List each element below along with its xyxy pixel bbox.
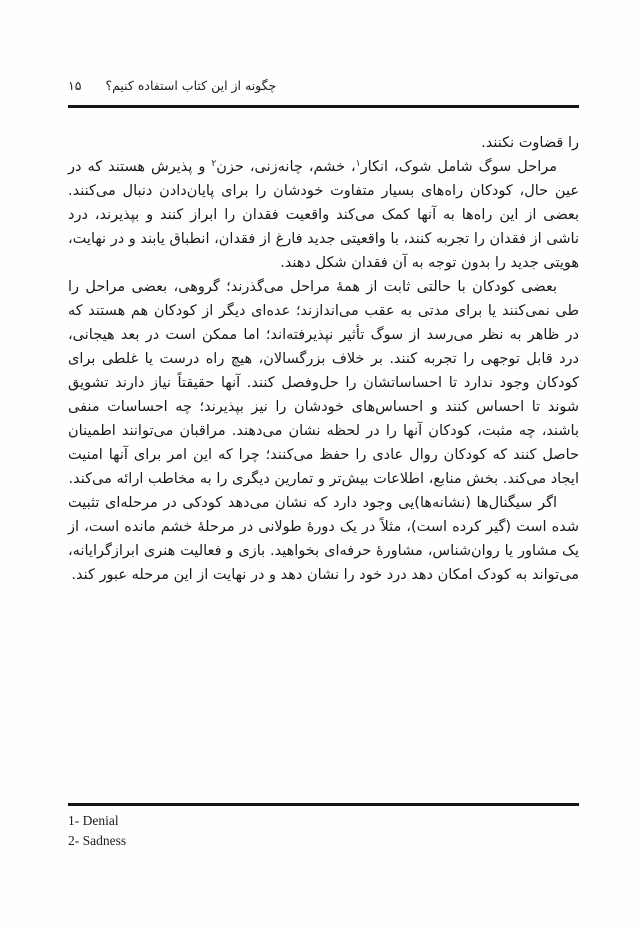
page-header: [68, 78, 579, 93]
footnote-section: [68, 803, 579, 851]
text-run: را قضاوت نکنند.: [481, 135, 579, 151]
paragraph: [68, 275, 579, 491]
footnote-marker: ۲: [211, 159, 217, 169]
paragraph: [68, 155, 579, 275]
text-run: و پذیرش هستند که در عین حال، کودکان راه‌های بسیار متفاوت خودشان را برای پایان‌دادن دنبال می‌کنند. بعضی از این راه‌ها به آنها کمک می‌کند واقعیت فقدان را ابراز کنند و بپذیرند، درد ناشی از فقدان را تجربه کنند، با واقعیتی جدید فارغ از فقدان، انطباق یابند و در نهایت، هویتی جدید را بدون توجه به آن فقدان شکل دهند.: [68, 159, 579, 271]
body-text: [68, 131, 579, 587]
paragraph: [68, 131, 579, 155]
paragraph: [68, 491, 579, 587]
header-rule: [68, 105, 579, 108]
running-title: چگونه از این کتاب استفاده کنیم؟: [105, 78, 277, 93]
footnote: 1- Denial: [68, 813, 119, 828]
text-run: اگر سیگنال‌ها (نشانه‌ها)یی وجود دارد که نشان می‌دهد کودکی در مرحله‌ای تثبیت شده است (گیر کرده است)، مثلاً در یک دورۀ طولانی در مرحلۀ خشم مانده است، از یک مشاور یا روان‌شناس، مشاورۀ حرفه‌ای بخواهید. بازی و فعالیت هنری ابرازگرایانه، می‌تواند به کودک امکان دهد درد خود را نشان دهد و در نهایت از این مرحله عبور کند.: [68, 495, 579, 583]
text-run: ، خشم، چانه‌زنی، حزن: [216, 159, 356, 175]
text-run: بعضی کودکان با حالتی ثابت از همۀ مراحل می‌گذرند؛ گروهی، بعضی مراحل را طی نمی‌کنند یا برای مدتی به عقب می‌اندازند؛ عده‌ای دیگر از کودکان هم هستند که در ظاهر به نظر می‌رسد از سوگ تأثیر نپذیرفته‌اند؛ اما ممکن است در بعد هیجانی، درد قابل توجهی را تجربه کنند. بر خلاف بزرگسالان، هیچ راه درست یا غلطی برای کودکان وجود ندارد تا احساساتشان را حل‌وفصل کنند. آنها حقیقتاً نیاز دارند تشویق شوند تا احساس کنند و احساس‌های خودشان را نیز بپذیرند؛ چه احساسات منفی باشند، چه مثبت، کودکان آنها را در لحظه نشان می‌دهند. مراقبان می‌توانند اطمینان حاصل کنند که کودکان روال عادی را حفظ می‌کنند؛ چرا که این امر برای آنها امنیت ایجاد می‌کند. بخش منابع، اطلاعات بیش‌تر و تمارین دیگری را به مخاطب ارائه می‌کند.: [68, 279, 579, 487]
footnote-marker: ۱: [355, 159, 361, 169]
footnote-rule: [68, 803, 579, 806]
page-number: ۱۵: [68, 78, 82, 93]
footnote: 2- Sadness: [68, 833, 127, 848]
text-run: مراحل سوگ شامل شوک، انکار: [360, 159, 557, 175]
footnote-list: [68, 811, 579, 851]
